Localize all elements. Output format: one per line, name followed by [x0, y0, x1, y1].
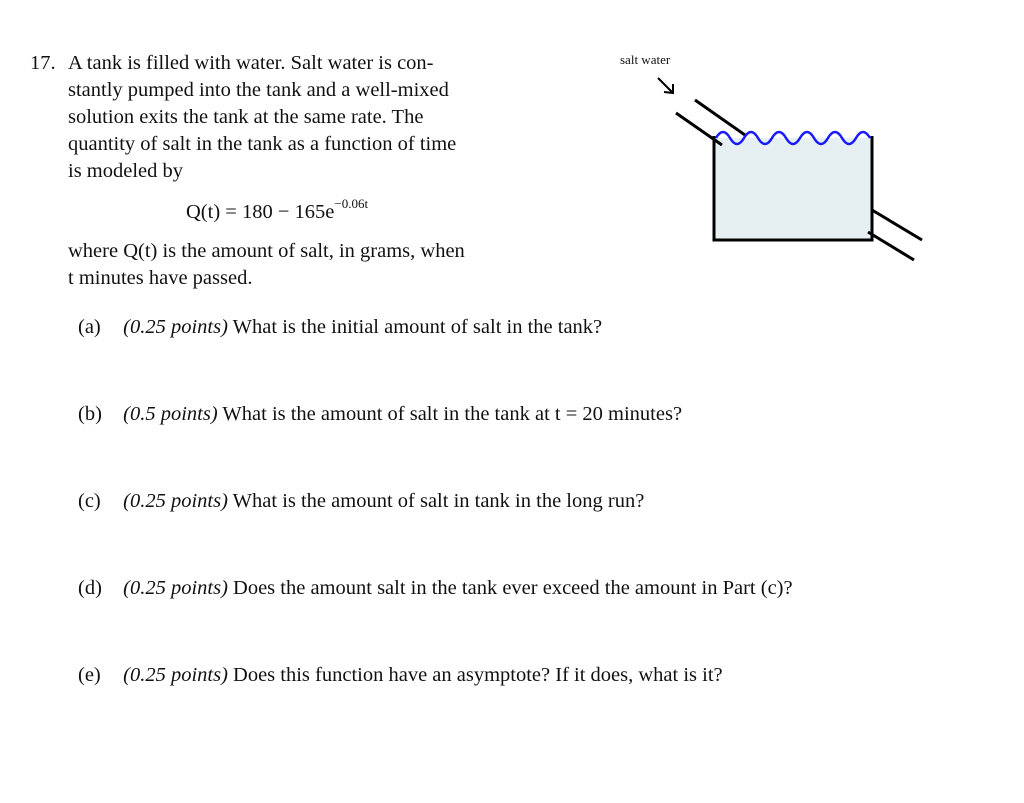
problem-intro — [68, 50, 523, 185]
formula-explanation — [68, 238, 528, 292]
part-letter: (c) — [78, 490, 101, 512]
part-points: (0.5 points) — [123, 403, 218, 425]
part-points: (0.25 points) — [123, 316, 228, 338]
formula-main: Q(t) = 180 − 165e — [186, 200, 335, 223]
outflow-pipe-top — [872, 210, 922, 240]
problem-number: 17. — [30, 52, 56, 74]
part-b — [78, 403, 682, 426]
part-c — [78, 490, 644, 513]
salt-water-label: salt water — [620, 52, 671, 67]
tank-diagram — [600, 40, 940, 280]
formula-exponent: −0.06t — [334, 196, 369, 211]
intro-line: is modeled by — [68, 160, 184, 182]
part-letter: (d) — [78, 577, 102, 599]
part-points: (0.25 points) — [123, 664, 228, 686]
part-question: Does this function have an asymptote? If it does, what is it? — [233, 664, 723, 686]
part-a — [78, 316, 602, 339]
intro-line: quantity of salt in the tank as a function of time — [68, 133, 457, 155]
salt-formula — [186, 198, 368, 224]
part-letter: (a) — [78, 316, 101, 338]
outflow-pipe-bottom — [868, 232, 914, 260]
intro-line: solution exits the tank at the same rate. The — [68, 106, 424, 128]
part-question: What is the amount of salt in the tank at t = 20 minutes? — [222, 403, 683, 425]
part-points: (0.25 points) — [123, 490, 228, 512]
part-letter: (e) — [78, 664, 101, 686]
part-points: (0.25 points) — [123, 577, 228, 599]
where-line: where Q(t) is the amount of salt, in grams, when — [68, 240, 465, 262]
part-question: What is the amount of salt in tank in the long run? — [232, 490, 645, 512]
intro-line: stantly pumped into the tank and a well-mixed — [68, 79, 449, 101]
intro-line: A tank is filled with water. Salt water is con- — [68, 52, 434, 74]
part-question: Does the amount salt in the tank ever exceed the amount in Part (c)? — [233, 577, 793, 599]
tank-water — [714, 138, 872, 239]
part-d — [78, 577, 793, 600]
where-line: t minutes have passed. — [68, 267, 253, 289]
part-letter: (b) — [78, 403, 102, 425]
inflow-arrow — [658, 78, 672, 92]
part-e — [78, 664, 723, 687]
part-question: What is the initial amount of salt in the tank? — [232, 316, 603, 338]
